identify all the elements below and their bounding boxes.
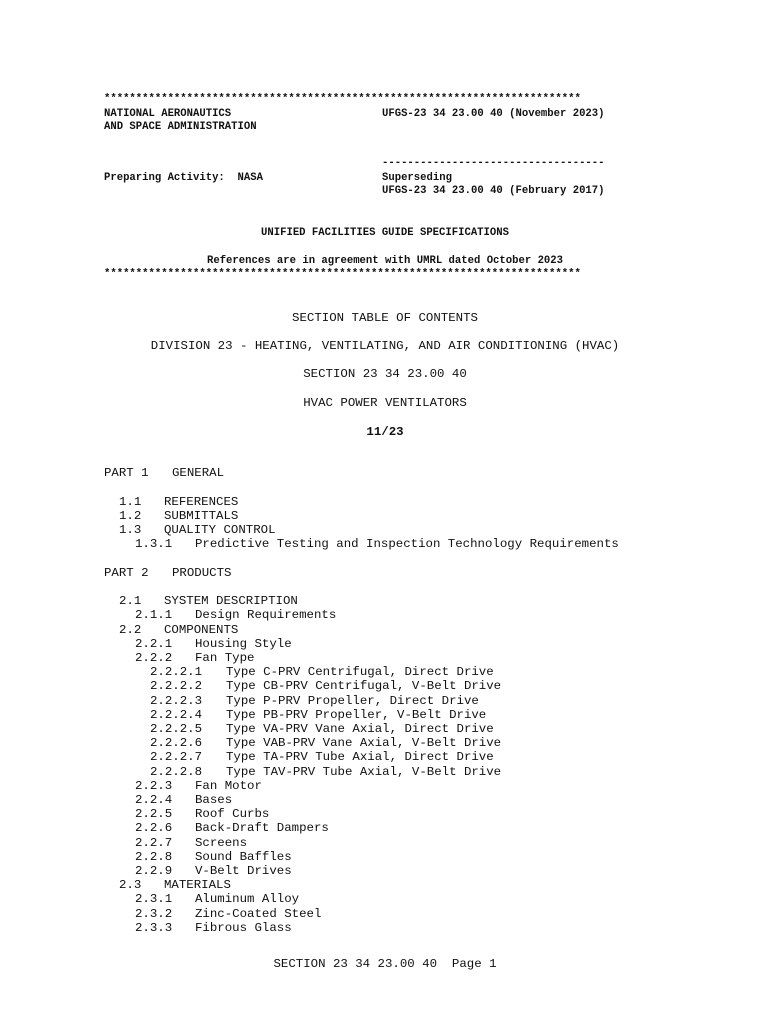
toc-entry-number: 2.2.7 xyxy=(135,835,173,850)
toc-entry-number: 2.3.3 xyxy=(135,920,173,935)
toc-entry-title: Zinc-Coated Steel xyxy=(195,906,322,921)
star-rule-bottom: *************************************************************************** xyxy=(104,268,581,280)
references-note: References are in agreement with UMRL dated October 2023 xyxy=(206,255,563,267)
toc-entry-number: 1.1 xyxy=(119,494,142,509)
toc-entry-title: Type TAV-PRV Tube Axial, V-Belt Drive xyxy=(226,764,502,779)
toc-heading: SECTION TABLE OF CONTENTS xyxy=(292,311,478,325)
toc-entry-title: Type VAB-PRV Vane Axial, V-Belt Drive xyxy=(226,736,502,751)
star-rule-top: *************************************************************************** xyxy=(104,93,581,105)
toc-entry-number: PART 2 xyxy=(104,565,149,580)
toc-entry-number: 2.2.2 xyxy=(135,650,173,665)
toc-entry-title: PRODUCTS xyxy=(172,565,232,580)
toc-entry-title: V-Belt Drives xyxy=(195,863,292,878)
toc-entry-number: 2.1.1 xyxy=(135,608,173,623)
toc-entry-number: 2.2.4 xyxy=(135,792,173,807)
toc-entry-title: Design Requirements xyxy=(195,608,337,623)
toc-entry-title: Roof Curbs xyxy=(195,807,270,822)
page-footer: SECTION 23 34 23.00 40 Page 1 xyxy=(273,957,497,971)
toc-entry-number: 2.2 xyxy=(119,622,142,637)
toc-entry-title: Aluminum Alloy xyxy=(195,892,300,907)
section-name: HVAC POWER VENTILATORS xyxy=(303,396,467,410)
toc-entry-title: Fibrous Glass xyxy=(195,920,292,935)
preparing-activity: Preparing Activity: NASA xyxy=(104,172,263,184)
ufgs-superseded: UFGS-23 34 23.00 40 (February 2017) xyxy=(382,185,605,197)
toc-entry-number: 2.2.8 xyxy=(135,849,173,864)
toc-entry-number: 2.2.5 xyxy=(135,807,173,822)
toc-entry-title: Housing Style xyxy=(195,636,292,651)
toc-entry-title: REFERENCES xyxy=(164,494,239,509)
toc-entry-number: 2.2.2.5 xyxy=(150,721,203,736)
toc-entry-number: 2.2.3 xyxy=(135,778,173,793)
toc-entry-number: 2.1 xyxy=(119,594,142,609)
toc-entry-title: COMPONENTS xyxy=(164,622,239,637)
toc-entry-number: 2.2.9 xyxy=(135,863,173,878)
toc-entry-number: 2.3 xyxy=(119,878,142,893)
toc-entry-title: QUALITY CONTROL xyxy=(164,522,276,537)
toc-entry-number: 1.2 xyxy=(119,508,142,523)
ufgs-current: UFGS-23 34 23.00 40 (November 2023) xyxy=(382,108,605,120)
section-date: 11/23 xyxy=(366,425,404,439)
toc-entry-title: SYSTEM DESCRIPTION xyxy=(164,594,298,609)
toc-entry-number: 2.3.2 xyxy=(135,906,173,921)
toc-entry-title: SUBMITTALS xyxy=(164,508,239,523)
toc-entry-title: Fan Motor xyxy=(195,778,262,793)
toc-entry-title: Type CB-PRV Centrifugal, V-Belt Drive xyxy=(226,679,502,694)
agency-line-1: NATIONAL AERONAUTICS xyxy=(104,108,232,120)
toc-entry-number: 1.3.1 xyxy=(135,537,173,552)
section-number: SECTION 23 34 23.00 40 xyxy=(303,367,467,381)
toc-entry-number: 2.2.2.3 xyxy=(150,693,203,708)
toc-entry-number: 2.2.2.1 xyxy=(150,665,203,680)
toc-entry-number: 2.2.1 xyxy=(135,636,173,651)
toc-entry-title: Type P-PRV Propeller, Direct Drive xyxy=(226,693,479,708)
toc-entry-number: 2.2.2.8 xyxy=(150,764,203,779)
toc-entry-number: 2.3.1 xyxy=(135,892,173,907)
toc-entry-title: Bases xyxy=(195,792,233,807)
toc-entry-title: Fan Type xyxy=(195,650,255,665)
toc-entry-number: 1.3 xyxy=(119,522,142,537)
division-title: DIVISION 23 - HEATING, VENTILATING, AND AIR CONDITIONING (HVAC) xyxy=(150,339,620,353)
toc-entry-number: 2.2.2.7 xyxy=(150,750,203,765)
dash-rule: ----------------------------------- xyxy=(382,157,605,169)
toc-entry-title: Type TA-PRV Tube Axial, Direct Drive xyxy=(226,750,494,765)
agency-line-2: AND SPACE ADMINISTRATION xyxy=(104,121,257,133)
toc-entry-title: Back-Draft Dampers xyxy=(195,821,329,836)
toc-entry-title: Screens xyxy=(195,835,248,850)
guide-title: UNIFIED FACILITIES GUIDE SPECIFICATIONS xyxy=(261,227,509,239)
toc-entry-title: Type C-PRV Centrifugal, Direct Drive xyxy=(226,665,494,680)
toc-entry-title: GENERAL xyxy=(172,466,225,480)
toc-entry-number: 2.2.2.4 xyxy=(150,707,203,722)
toc-entry-title: MATERIALS xyxy=(164,878,231,893)
toc-entry-number: 2.2.2.6 xyxy=(150,736,203,751)
toc-entry-title: Predictive Testing and Inspection Technology Requirements xyxy=(195,537,619,552)
toc-entry-title: Type PB-PRV Propeller, V-Belt Drive xyxy=(226,707,487,722)
toc-entry-title: Type VA-PRV Vane Axial, Direct Drive xyxy=(226,721,494,736)
toc-entry-number: PART 1 xyxy=(104,466,149,480)
toc-entry-number: 2.2.6 xyxy=(135,821,173,836)
toc-entry-number: 2.2.2.2 xyxy=(150,679,203,694)
toc-entry-title: Sound Baffles xyxy=(195,849,292,864)
superseding-label: Superseding xyxy=(382,172,452,184)
